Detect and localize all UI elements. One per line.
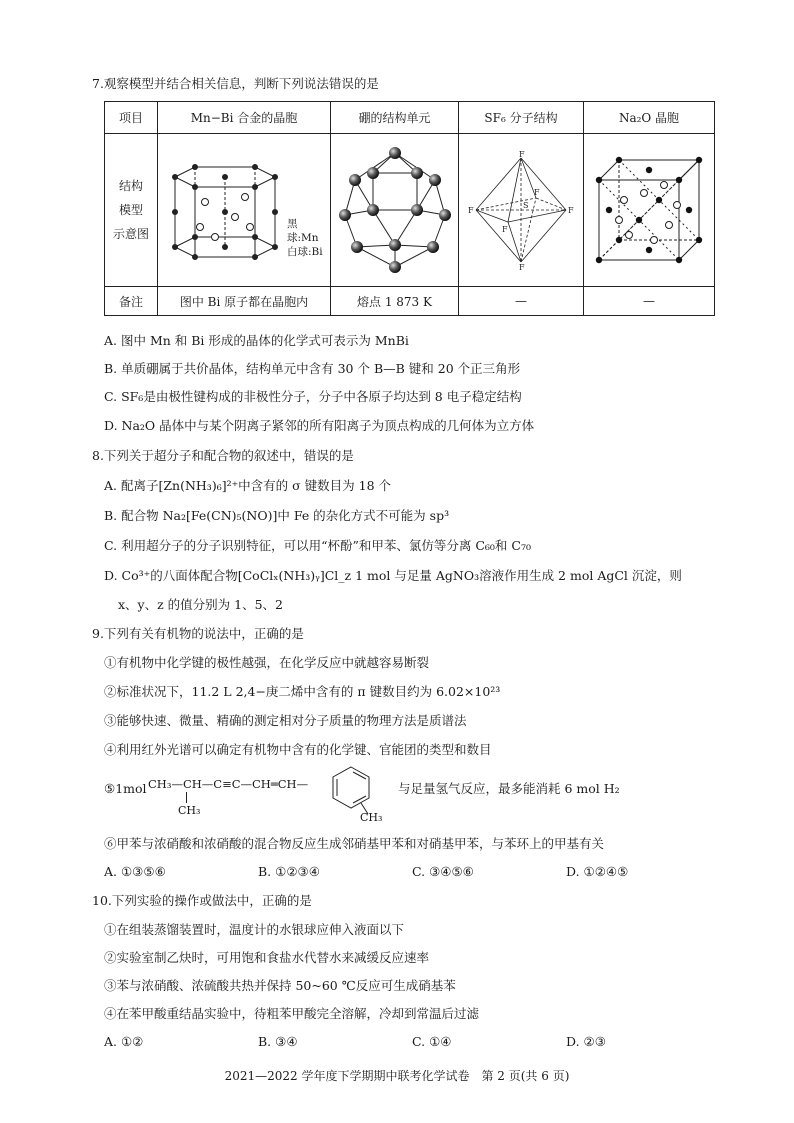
q9-item: ②标准状况下，11.2 L 2,4−庚二烯中含有的 π 键数目约为 6.02×10²³ [104,684,501,699]
q7-option-b: B. 单质硼属于共价晶体，结构单元中含有 30 个 B—B 键和 20 个正三角形 [104,361,521,376]
table-header: Na₂O 晶胞 [584,102,715,134]
q10-stem: 10.下列实验的操作或做法中，正确的是 [92,893,312,908]
table-header: 硼的结构单元 [331,102,459,134]
note-cell: — [459,287,584,316]
sf6-label: F [534,188,540,197]
q8-option-a: A. 配离子[Zn(NH₃)₆]²⁺中含有的 σ 键数目为 18 个 [104,478,392,493]
q10-item: ①在组装蒸馏装置时，温度计的水银球应伸入液面以下 [104,922,405,937]
sf6-label: F [519,150,525,159]
sf6-label: F [502,225,508,234]
q8-option-d-cont: x、y、z 的值分别为 1、5、2 [118,597,284,612]
q9-item5-suffix: 与足量氢气反应，最多能消耗 6 mol H₂ [398,781,620,796]
q10-item: ③苯与浓硝酸、浓硫酸共热并保持 50~60 ℃反应可生成硝基苯 [104,978,456,993]
structure-table [104,101,715,316]
q9-item5-bond [186,792,187,803]
q8-option-d: D. Co³⁺的八面体配合物[CoClₓ(NH₃)ᵧ]Cl_z 1 mol 与足量 AgNO₃溶液作用生成 2 mol AgCl 沉淀，则 [104,568,682,583]
sf6-label: S [523,201,529,210]
q10-choice-d: D. ②③ [566,1034,606,1049]
table-header: Mn−Bi 合金的晶胞 [158,102,331,134]
table-header: 项目 [105,102,158,134]
sf6-label: F [568,206,574,215]
q9-choice-c: C. ③④⑤⑥ [412,864,474,879]
q9-item5-formula: CH₃—CH—C≡C—CH═CH— [148,777,309,791]
q9-stem: 9.下列有关有机物的说法中，正确的是 [92,626,304,641]
q7-option-a: A. 图中 Mn 和 Bi 形成的晶体的化学式可表示为 MnBi [104,333,409,348]
q7-stem: 7.观察模型并结合相关信息，判断下列说法错误的是 [92,76,379,91]
q9-item: ⑥甲苯与浓硝酸和浓硝酸的混合物反应生成邻硝基甲苯和对硝基甲苯，与苯环上的甲基有关 [104,836,605,851]
note-cell: 熔点 1 873 K [331,287,459,316]
q7-option-c: C. SF₆是由极性键构成的非极性分子，分子中各原子均达到 8 电子稳定结构 [104,389,522,404]
q8-option-c: C. 利用超分子的分子识别特征，可以用“杯酚”和甲苯、氯仿等分离 C₆₀和 C₇₀ [104,538,531,553]
sf6-label: F [519,263,525,270]
sf6-structure-diagram [459,134,584,287]
q8-stem: 8.下列关于超分子和配合物的叙述中，错误的是 [92,448,354,463]
q10-choice-c: C. ①④ [412,1034,452,1049]
note-cell: 图中 Bi 原子都在晶胞内 [158,287,331,316]
mnbi-cell-diagram [158,134,331,287]
q10-choice-b: B. ③④ [258,1034,298,1049]
q8-option-b: B. 配合物 Na₂[Fe(CN)₅(NO)]中 Fe 的杂化方式不可能为 sp³ [104,508,450,523]
q7-option-d: D. Na₂O 晶体中与某个阴离子紧邻的所有阳离子为顶点构成的几何体为立方体 [104,418,535,433]
q9-item: ④利用红外光谱可以确定有机物中含有的化学键、官能团的类型和数目 [104,742,492,757]
sf6-label: F [468,206,474,215]
q9-choice-a: A. ①③⑤⑥ [104,864,166,879]
q9-item5-methyl: CH₃ [178,804,201,817]
note-cell: — [584,287,715,316]
legend-bi: 白球:Bi [287,246,323,258]
q9-item: ①有机物中化学键的极性越强，在化学反应中就越容易断裂 [104,655,430,670]
q9-choice-d: D. ①②④⑤ [566,864,629,879]
row-label: 结构 模型 示意图 [105,134,158,287]
q10-choice-a: A. ①② [104,1034,144,1049]
note-label: 备注 [105,287,158,316]
q10-item: ②实验室制乙炔时，可用饱和食盐水代替水来减缓反应速率 [104,950,430,965]
q10-item: ④在苯甲酸重结晶实验中，待粗苯甲酸完全溶解，冷却到常温后过滤 [104,1006,480,1021]
q9-item: ③能够快速、微量、精确的测定相对分子质量的物理方法是质谱法 [104,713,467,728]
page-footer: 2021—2022 学年度下学期期中联考化学试卷 第 2 页(共 6 页) [224,1069,570,1083]
na2o-cell-diagram [584,134,715,287]
legend-mn: 黑球:Mn [287,218,319,244]
q9-item5-prefix: ⑤1mol [104,781,147,796]
table-header: SF₆ 分子结构 [459,102,584,134]
q9-item5-methyl-ring: CH₃ [360,811,383,824]
q9-choice-b: B. ①②③④ [258,864,320,879]
boron-unit-diagram [331,134,459,287]
